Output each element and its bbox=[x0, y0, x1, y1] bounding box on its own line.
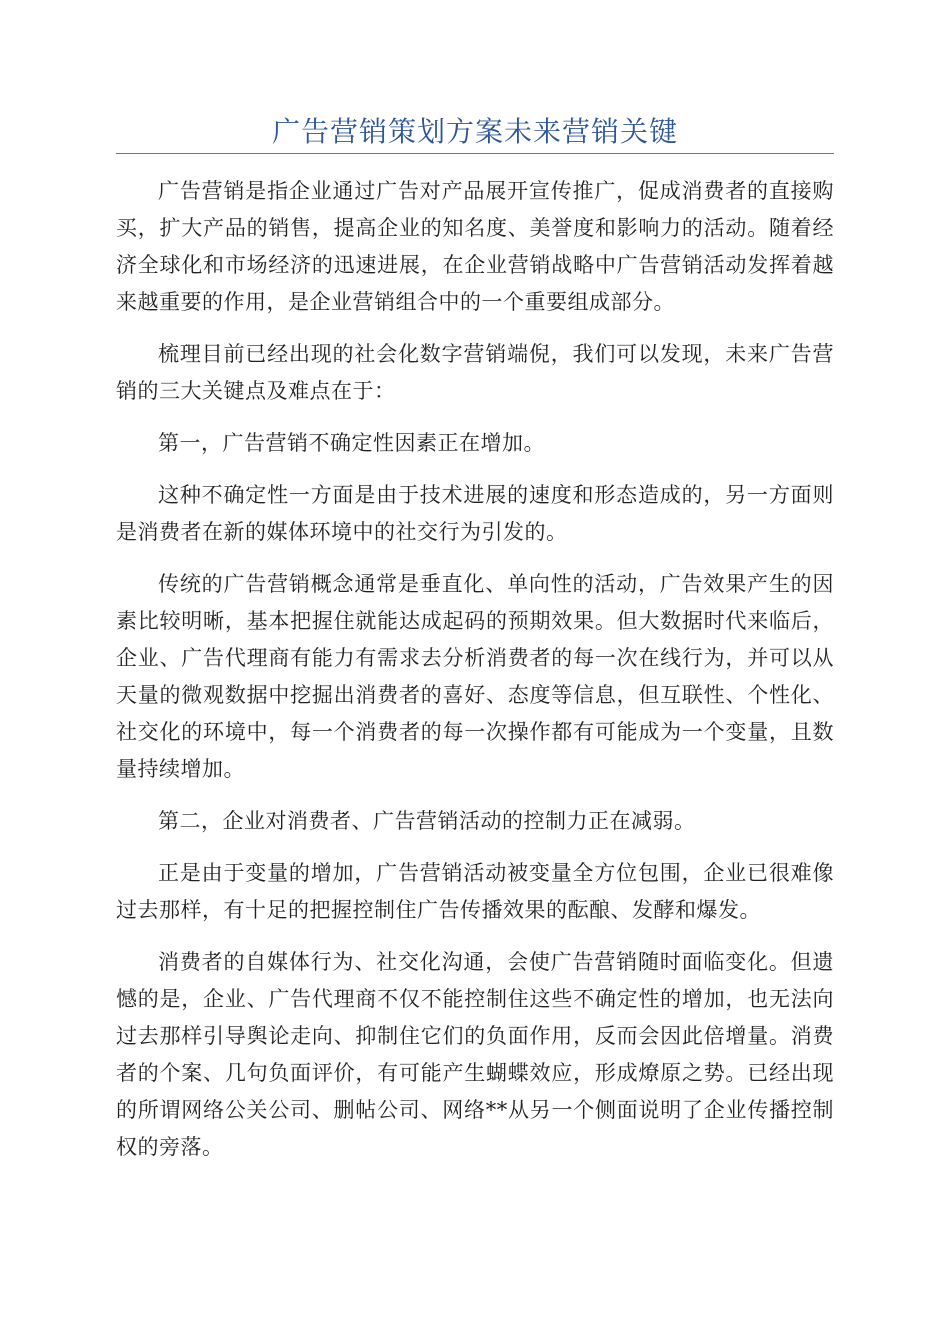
document-body bbox=[116, 173, 834, 1181]
paragraph-point-two: 第二，企业对消费者、广告营销活动的控制力正在减弱。 bbox=[158, 809, 696, 833]
paragraph-overview: 梳理目前已经出现的社会化数字营销端倪，我们可以发现，未来广告营销的三大关键点及难点在于： bbox=[116, 342, 834, 403]
paragraph-traditional: 传统的广告营销概念通常是垂直化、单向性的活动，广告效果产生的因素比较明晰，基本把握住就能达成起码的预期效果。但大数据时代来临后，企业、广告代理商有能力有需求去分析消费者的每一次在线行为，并可以从天量的微观数据中挖掘出消费者的喜好、态度等信息，但互联性、个性化、社交化的环境中，每一个消费者的每一次操作都有可能成为一个变量，且数量持续增加。 bbox=[116, 572, 834, 781]
document-title: 广告营销策划方案未来营销关键 bbox=[271, 115, 678, 148]
paragraph-variables: 正是由于变量的增加，广告营销活动被变量全方位包围，企业已很难像过去那样，有十足的把握控制住广告传播效果的酝酿、发酵和爆发。 bbox=[116, 861, 834, 922]
paragraph-intro: 广告营销是指企业通过广告对产品展开宣传推广，促成消费者的直接购买，扩大产品的销售，提高企业的知名度、美誉度和影响力的活动。随着经济全球化和市场经济的迅速进展，在企业营销战略中广告营销活动发挥着越来越重要的作用，是企业营销组合中的一个重要组成部分。 bbox=[116, 179, 834, 314]
paragraph-uncertainty: 这种不确定性一方面是由于技术进展的速度和形态造成的，另一方面则是消费者在新的媒体环境中的社交行为引发的。 bbox=[116, 483, 834, 544]
title-underline bbox=[116, 153, 834, 154]
paragraph-point-one: 第一，广告营销不确定性因素正在增加。 bbox=[158, 431, 545, 455]
paragraph-consumer-media: 消费者的自媒体行为、社交化沟通，会使广告营销随时面临变化。但遗憾的是，企业、广告代理商不仅不能控制住这些不确定性的增加，也无法向过去那样引导舆论走向、抑制住它们的负面作用，反而会因此倍增量。消费者的个案、几句负面评价，有可能产生蝴蝶效应，形成燎原之势。已经出现的所谓网络公关公司、删帖公司、网络**从另一个侧面说明了企业传播控制权的旁落。 bbox=[116, 950, 834, 1159]
